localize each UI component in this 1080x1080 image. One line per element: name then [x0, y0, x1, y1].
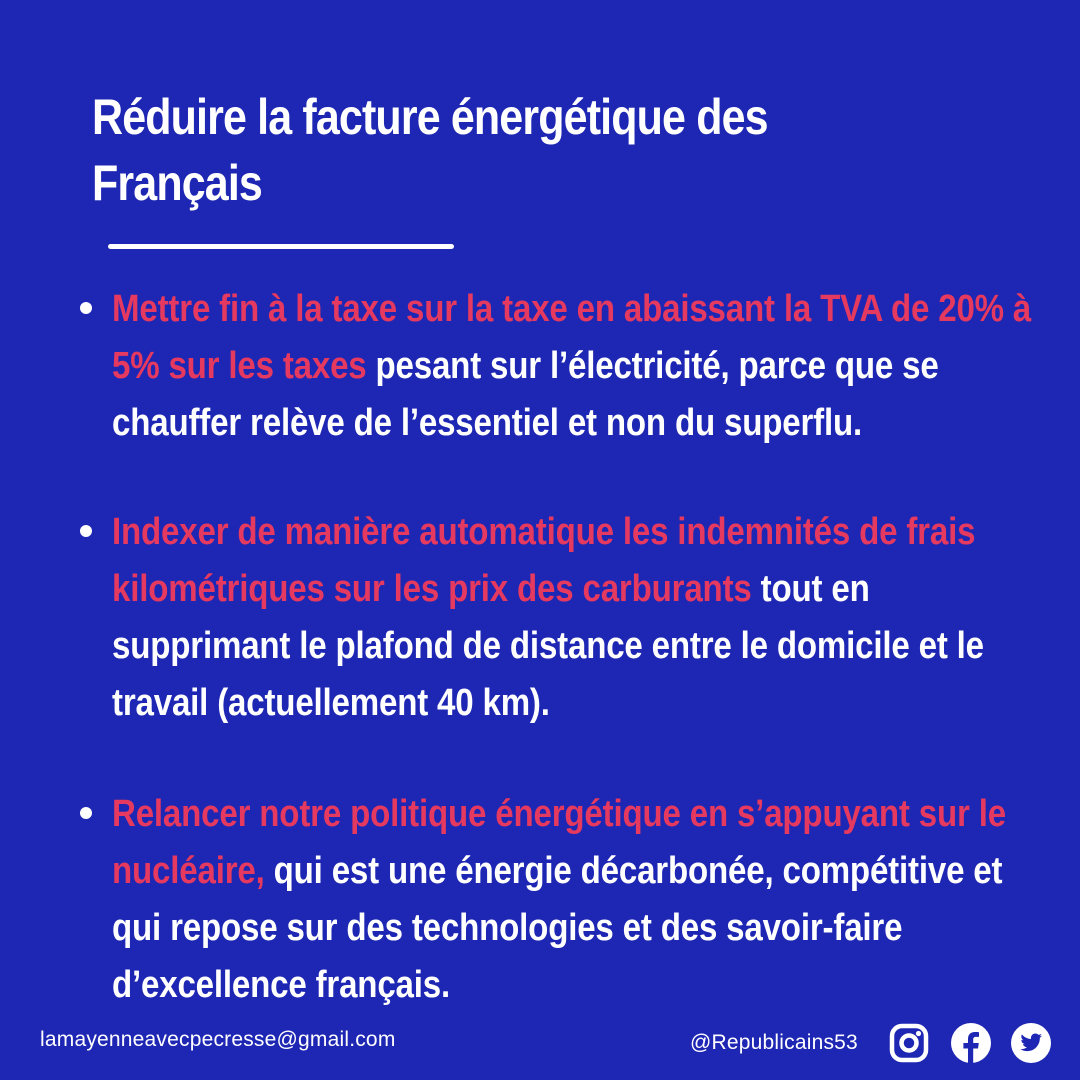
contact-email[interactable]: lamayenneavecpecresse@gmail.com — [40, 1028, 396, 1051]
item-text: tout en supprimant le plafond de distance entre le domicile et le travail (actuellement 40 km). — [112, 568, 984, 724]
item-highlight: Relancer notre politique énergétique en s’appuyant sur le nucléaire, — [112, 793, 1006, 892]
bullet-icon — [80, 807, 92, 819]
list-item — [112, 504, 1034, 732]
social-handle[interactable]: @Republicains53 — [690, 1031, 858, 1054]
twitter-icon[interactable] — [1010, 1022, 1052, 1064]
list-item — [112, 281, 1034, 452]
title-line-1: Réduire la facture énergétique des — [92, 89, 768, 145]
list-item — [112, 786, 1034, 1014]
facebook-icon[interactable] — [950, 1022, 992, 1064]
instagram-icon[interactable] — [888, 1022, 930, 1064]
bullet-icon — [80, 525, 92, 537]
title-line-2: Français — [92, 155, 262, 211]
item-text: qui est une énergie décarbonée, compétitive et qui repose sur des technologies et des savoir-faire d’excellence français. — [112, 850, 1003, 1006]
item-highlight: Mettre fin à la taxe sur la taxe en abaissant la TVA de 20% à 5% sur les taxes — [112, 288, 1032, 387]
item-highlight: Indexer de manière automatique les indemnités de frais kilométriques sur les prix des carburants — [112, 511, 976, 610]
bullet-icon — [80, 302, 92, 314]
item-text: pesant sur l’électricité, parce que se chauffer relève de l’essentiel et non du superflu. — [112, 345, 939, 444]
